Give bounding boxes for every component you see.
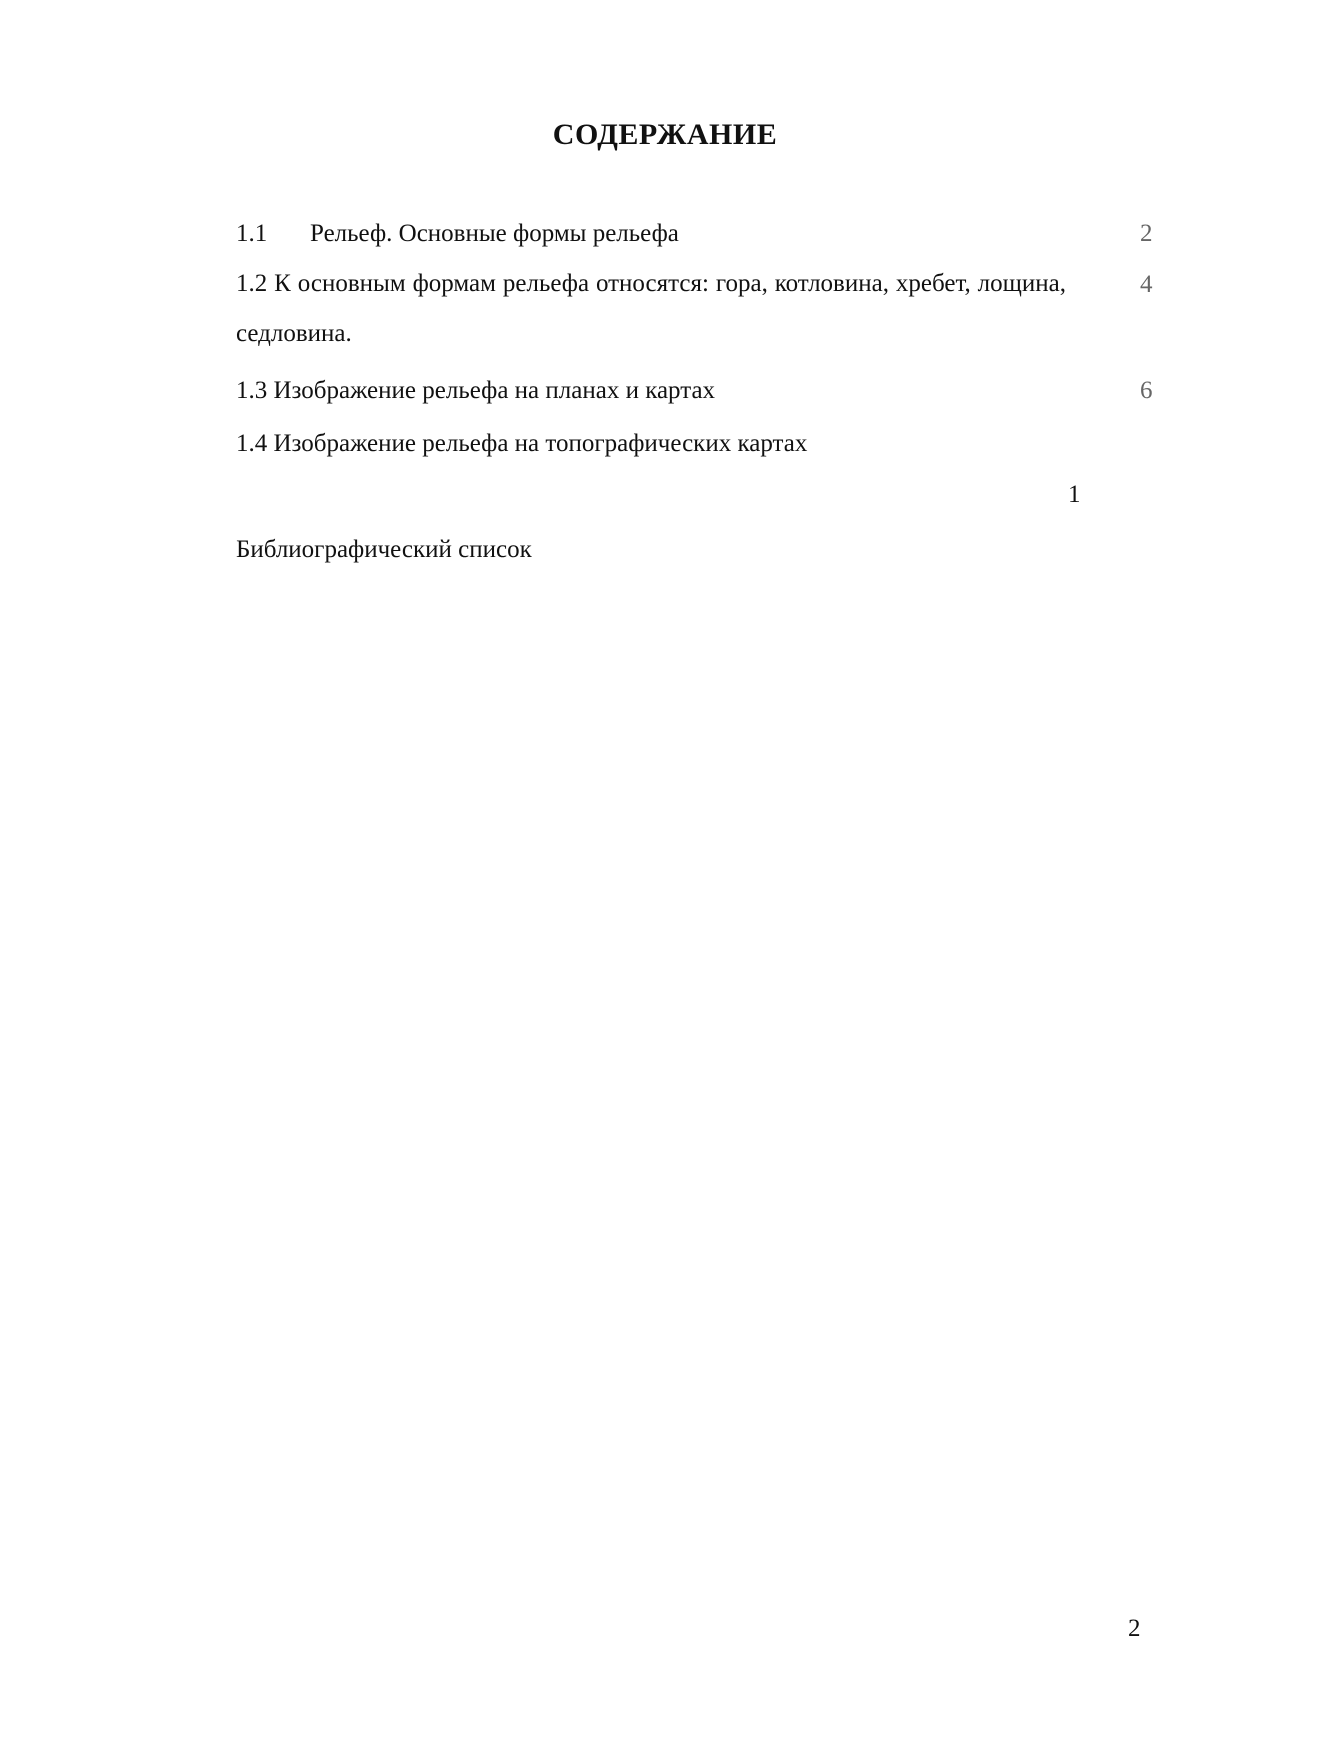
toc-entry-page-clipped: 2 — [1140, 220, 1153, 247]
toc-entry-text: К основным формам рельефа относятся: гора, котловина, хребет, лощина, седловина. — [236, 270, 1067, 347]
page-title: СОДЕРЖАНИЕ — [552, 118, 778, 151]
toc-entry-1-4[interactable] — [236, 431, 807, 456]
toc-entry-text: Изображение рельефа на топографических картах — [273, 430, 808, 457]
toc-entry-number: 1.2 — [236, 270, 268, 297]
page-number: 2 — [1128, 1615, 1141, 1642]
toc-entry-number: 1.1 — [236, 220, 268, 247]
toc-entry-page-number: 1 — [1068, 481, 1081, 508]
toc-entry-1-2[interactable] — [236, 259, 1066, 359]
toc-entry-1-1[interactable] — [236, 221, 679, 246]
toc-entry-bibliography[interactable]: Библиографический список — [236, 536, 532, 563]
toc-entry-number: 1.3 — [236, 377, 268, 404]
toc-entry-text: Рельеф. Основные формы рельефа — [310, 220, 679, 247]
toc-entry-number: 1.4 — [236, 430, 268, 457]
toc-entry-text: Изображение рельефа на планах и картах — [273, 377, 716, 404]
toc-entry-page-clipped: 6 — [1140, 377, 1153, 404]
toc-entry-page-clipped: 4 — [1140, 271, 1153, 298]
toc-entry-1-3[interactable] — [236, 378, 715, 403]
